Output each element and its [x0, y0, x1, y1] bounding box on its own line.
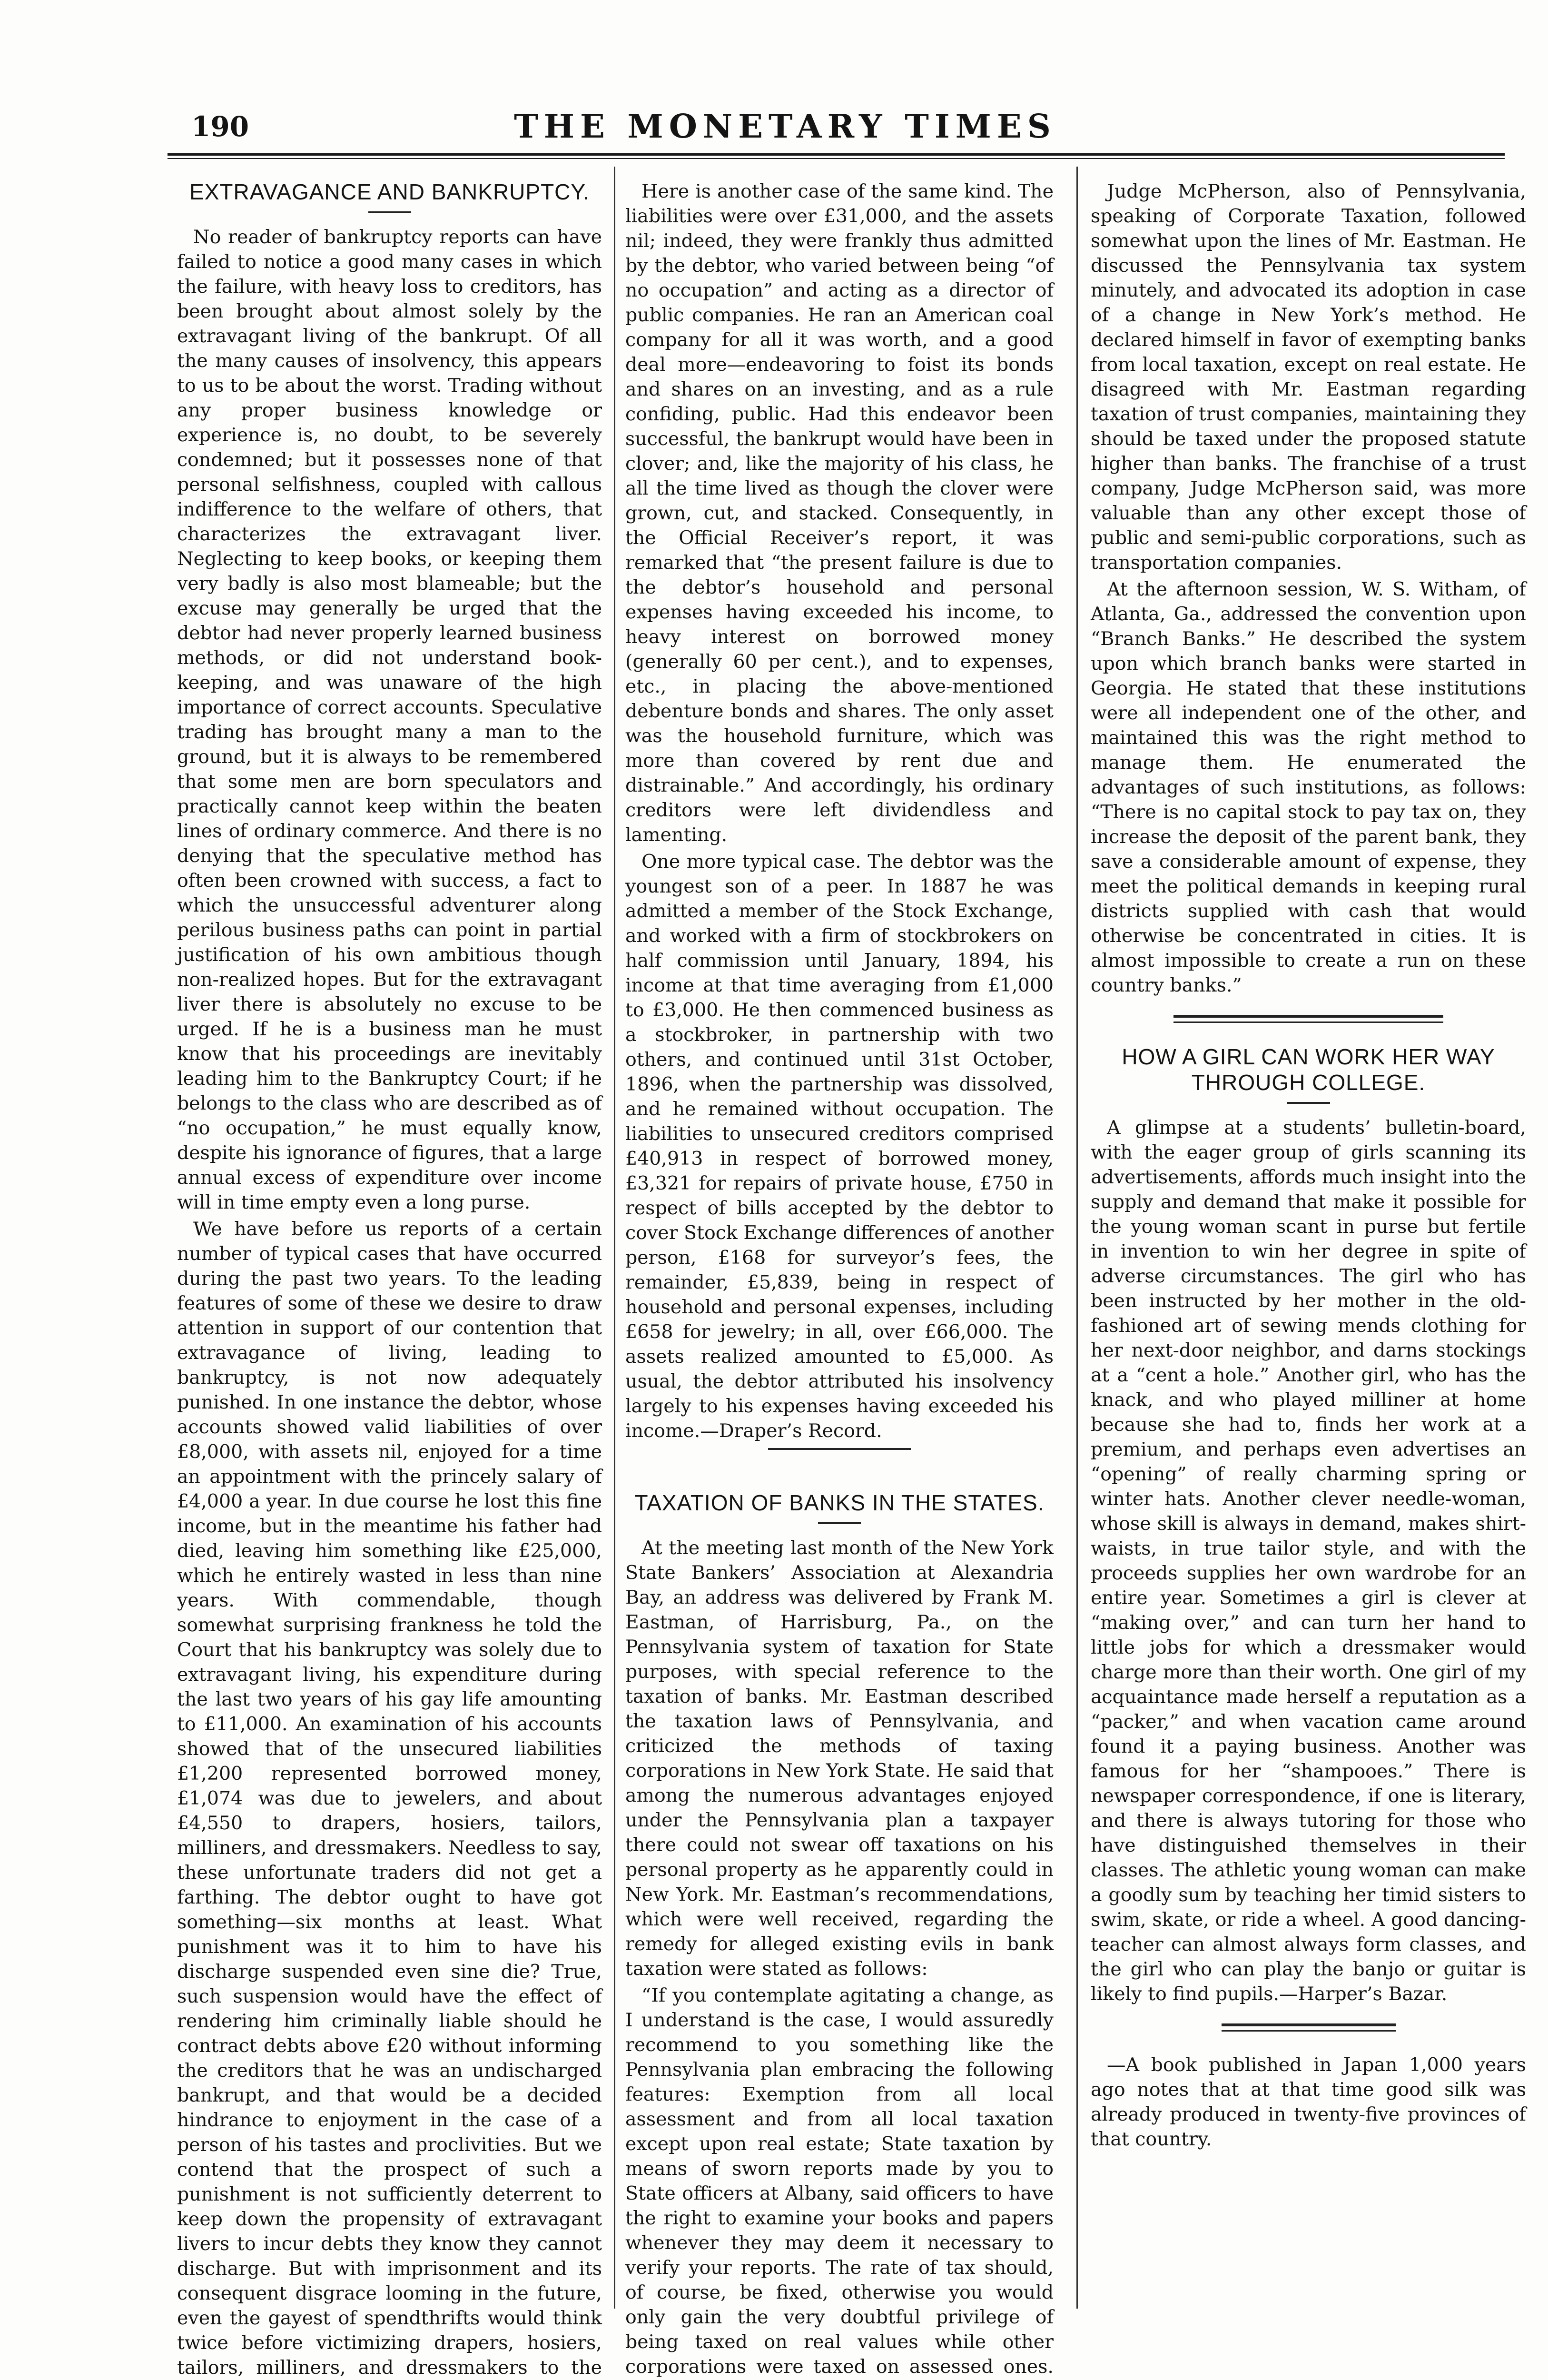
article-taxation — [625, 1490, 1054, 2380]
header-rule-thin — [168, 158, 1505, 159]
article-headline: EXTRAVAGANCE AND BANKRUPTCY. — [189, 179, 590, 204]
column-3 — [1091, 179, 1526, 2321]
headline-rule — [818, 1522, 861, 1524]
masthead-title: THE MONETARY TIMES — [514, 108, 1056, 146]
article-paragraph: Here is another case of the same kind. The liabilities were over £31,000, and the assets nil; indeed, they were frankly thus admitted by the debtor, who varied between being “of no occupation” and acting as a director of public companies. He ran an American coal company for all it was worth, and a good deal more—endeavoring to foist its bonds and shares on an investing, and as a rule confiding, public. Had this endeavor been successful, the bankrupt would have been in clover; and, like the majority of his class, he all the time lived as though the clover were grown, cut, and stacked. Consequently, in the Official Receiver’s report, it was remarked that “the present failure is due to the debtor’s household and personal expenses having exceeded his income, to heavy interest on borrowed money (generally 60 per cent.), and to expenses, etc., in placing the above-mentioned debenture bonds and shares. The only asset was the household furniture, which was more than covered by rent due and distrainable.” And accordingly, his ordinary creditors were left dividendless and lamenting. — [625, 180, 1054, 846]
article-college — [1091, 1044, 1526, 2006]
column-1 — [177, 179, 602, 2379]
article-silk — [1091, 2053, 1526, 2152]
column-separator — [614, 167, 615, 2309]
article-end-rule — [768, 1448, 911, 1450]
article-paragraph: At the afternoon session, W. S. Witham, of Atlanta, Ga., addressed the convention upon “Branch Banks.” He described the system upon which branch banks were started in Georgia. He stated that these institutions were all independent one of the other, and maintained this was the right method to manage them. He enumerated the advantages of such institutions, as follows: “There is no capital stock to pay tax on, they increase the deposit of the parent bank, they save a considerable amount of expense, they meet the political demands in keeping rural districts supplied with cash that would otherwise be concentrated in cities. It is almost impossible to create a run on these country banks.” — [1091, 578, 1526, 996]
section-divider — [1222, 2023, 1396, 2032]
header-rule — [168, 153, 1505, 156]
article-extravagance — [177, 179, 602, 2380]
headline-rule — [368, 211, 411, 213]
article-paragraph: One more typical case. The debtor was the youngest son of a peer. In 1887 he was admitted a member of the Stock Exchange, and worked with a firm of stockbrokers on half commission until January, 1894, his income at that time averaging from £1,000 to £3,000. He then commenced business as a stockbroker, in partnership with two others, and continued until 31st October, 1896, when the partnership was dissolved, and he remained without occupation. The liabilities to unsecured creditors comprised £40,913 in respect of borrowed money, £3,321 for repairs of private house, £750 in respect of bills accepted by the debtor to cover Stock Exchange differences of another person, £168 for surveyor’s fees, the remainder, £5,839, being in respect of household and personal expenses, including £658 for jewelry; in all, over £66,000. The assets realized amounted to £5,000. As usual, the debtor attributed his insolvency largely to his expenses having exceeded his income.—Draper’s Record. — [625, 851, 1054, 1442]
article-paragraph: “If you contemplate agitating a change, as I understand is the case, I would assuredly recommend to you something like the Pennsylvania plan embracing the following features: Exemption from all local assessment and from all local taxation except upon real estate; State taxation by means of sworn reports made by you to State officers at Albany, said officers to have the right to examine your books and papers whenever they may deem it necessary to verify your reports. The rate of tax should, of course, be fixed, otherwise you would only gain the very doubtful privilege of being taxed on real values while other corporations were taxed on assessed ones. — [625, 1984, 1054, 2378]
article-headline: TAXATION OF BANKS IN THE STATES. — [634, 1490, 1045, 1515]
article-paragraph: A glimpse at a students’ bulletin-board, with the eager group of girls scanning its advertisements, affords much insight into the supply and demand that make it possible for the young woman scant in purse but fertile in invention to win her degree in spite of adverse circumstances. The girl who has been instructed by her mother in the old-fashioned art of sewing mends clothing for her next-door neighbor, and darns stockings at a “cent a hole.” Another girl, who has the knack, and who played milliner at home because she had to, finds her work at a premium, and perhaps even advertises an “opening” of really charming spring or winter hats. Another clever needle-woman, whose skill is always in demand, makes shirt-waists, in true tailor style, and with the proceeds supplies her own wardrobe for an entire year. Sometimes a girl is clever at “making over,” and can turn her hand to little jobs for which a dressmaker would charge more than their worth. One girl of my acquaintance made herself a reputation as a “packer,” and when vacation came around found it a paying business. Another was famous for her “shampooes.” There is newspaper correspondence, if one is literary, and there is always tutoring for those who have distinguished themselves in their classes. The athletic young woman can make a goodly sum by teaching her timid sisters to swim, skate, or ride a wheel. A good dancing-teacher can almost always form classes, and the girl who can play the banjo or guitar is likely to find pupils.—Harper’s Bazar. — [1091, 1117, 1526, 2005]
article-paragraph: No reader of bankruptcy reports can have failed to notice a good many cases in which the failure, with heavy loss to creditors, has been brought about almost solely by the extravagant living of the bankrupt. Of all the many causes of insolvency, this appears to us to be about the worst. Trading without any proper business knowledge or experience is, no doubt, to be severely condemned; but it possesses none of that personal selfishness, coupled with callous indifference to the welfare of others, that characterizes the extravagant liver. Neglecting to keep books, or keeping them very badly is also most blameable; but the excuse may generally be urged that the debtor had never properly learned business methods, or did not understand book-keeping, and was unaware of the high importance of correct accounts. Speculative trading has brought many a man to the ground, but it is always to be remembered that some men are born speculators and practically cannot keep within the beaten lines of ordinary commerce. And there is no denying that the speculative method has often been crowned with success, a fact to which the unsuccessful adventurer along perilous business paths can point in partial justification of his own ambitious though non-realized hopes. But for the extravagant liver there is absolutely no excuse to be urged. If he is a business man he must know that his proceedings are inevitably leading him to the Bankruptcy Court; if he belongs to the class who are described as of “no occupation,” he must equally know, despite his ignorance of figures, that a large annual excess of expenditure over income will in time empty even a long purse. — [177, 226, 602, 1213]
page-number: 190 — [191, 110, 249, 143]
article-paragraph: We have before us reports of a certain number of typical cases that have occurred during the past two years. To the leading features of some of these we desire to draw attention in support of our contention that extravagance of living, leading to bankruptcy, is not now adequately punished. In one instance the debtor, whose accounts showed valid liabilities of over £8,000, with assets nil, enjoyed for a time an appointment with the princely salary of £4,000 a year. In due course he lost this fine income, but in the meantime his father had died, leaving him something like £25,000, which he entirely wasted in less than nine years. With commendable, though somewhat surprising frankness he told the Court that his bankruptcy was solely due to extravagant living, his expenditure during the last two years of his gay life amounting to £11,000. An examination of his accounts showed that of the unsecured liabilities £1,200 represented borrowed money, £1,074 was due to jewelers, and about £4,550 to drapers, hosiers, tailors, milliners, and dressmakers. Needless to say, these unfortunate traders did not get a farthing. The debtor ought to have got something—six months at least. What punishment was it to him to have his discharge suspended even sine die? True, such suspension would have the effect of rendering him criminally liable should he contract debts above £20 without informing the creditors that he was an undischarged bankrupt, and that would be a decided hindrance to enjoyment in the case of a person of his tastes and proclivities. But we contend that the prospect of such a punishment is not sufficiently deterrent to keep down the propensity of extravagant livers to incur debts they know they cannot discharge. But with imprisonment and its consequent disgrace looming in the future, even the gayest of spendthrifts would think twice before victimizing drapers, hosiers, tailors, milliners, and dressmakers to the — [177, 1218, 602, 2379]
article-paragraph: At the meeting last month of the New York State Bankers’ Association at Alexandria Bay, an address was delivered by Frank M. Eastman, of Harrisburg, Pa., on the Pennsylvania system of taxation for State purposes, with special reference to the taxation of banks. Mr. Eastman described the taxation laws of Pennsylvania, and criticized the methods of taxing corporations in New York State. He said that among the numerous advantages enjoyed under the Pennsylvania plan a taxpayer there could not swear off taxations on his personal property as he apparently could in New York. Mr. Eastman’s recommendations, which were well received, regarding the remedy for alleged existing evils in bank taxation were stated as follows: — [625, 1537, 1054, 1980]
headline-rule — [1287, 1102, 1330, 1104]
article-headline: HOW A GIRL CAN WORK HER WAY THROUGH COLLEGE. — [1122, 1044, 1495, 1095]
section-divider — [1173, 1015, 1443, 1023]
column-separator — [1076, 167, 1078, 2309]
article-paragraph: Judge McPherson, also of Pennsylvania, speaking of Corporate Taxation, followed somewhat upon the lines of Mr. Eastman. He discussed the Pennsylvania tax system minutely, and advocated its adoption in case of a change in New York’s method. He declared himself in favor of exempting banks from local taxation, except on real estate. He disagreed with Mr. Eastman regarding taxation of trust companies, maintaining they should be taxed under the proposed statute higher than banks. The franchise of a trust company, Judge McPherson said, was more valuable than any other except those of public and semi-public corporations, such as transportation companies. — [1091, 180, 1526, 574]
article-paragraph: —A book published in Japan 1,000 years ago notes that at that time good silk was already produced in twenty-five provinces of that country. — [1091, 2054, 1526, 2150]
column-2 — [625, 179, 1054, 2378]
